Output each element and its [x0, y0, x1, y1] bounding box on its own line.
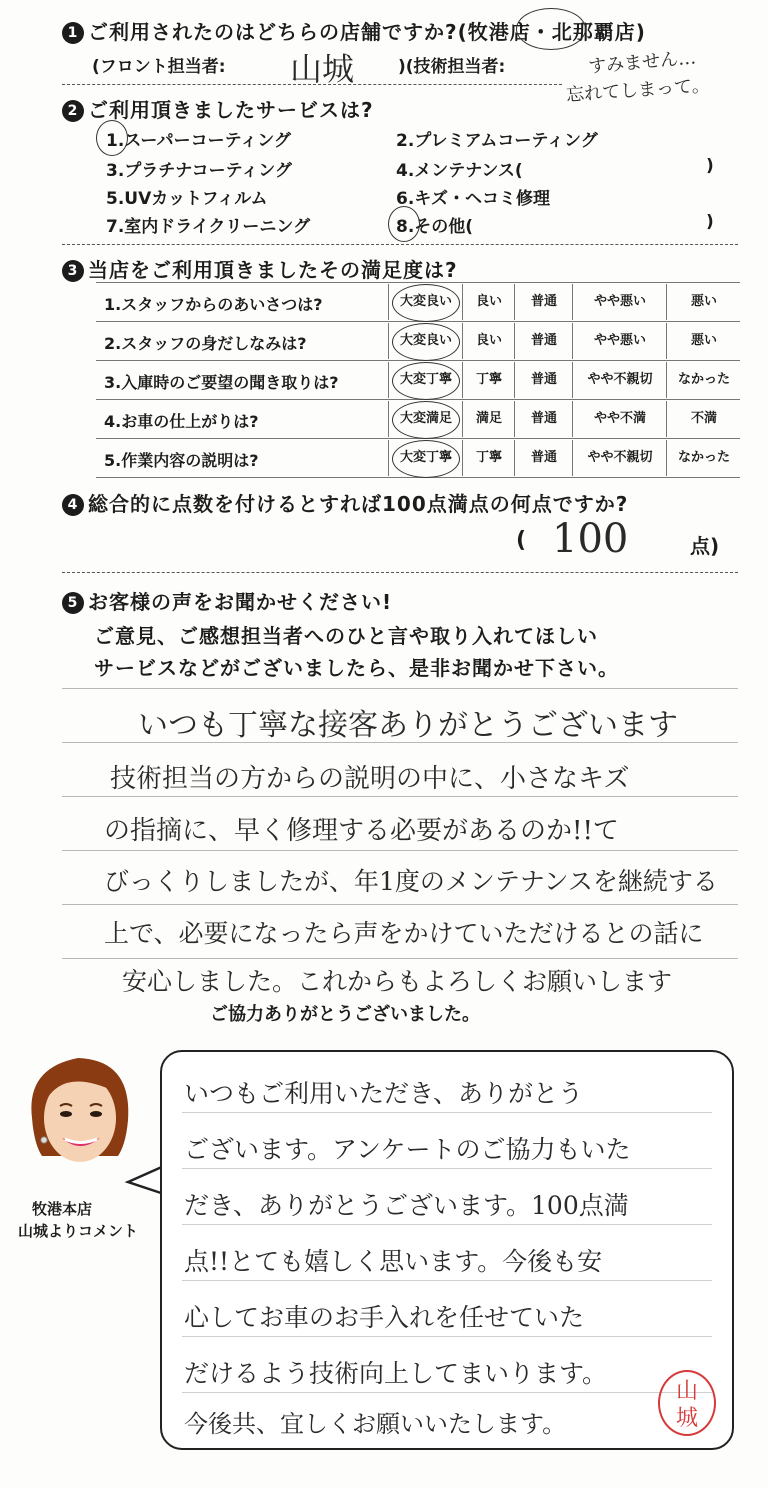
- q5-text: お客様の声をお聞かせください!: [88, 590, 393, 614]
- store-makiminato: 牧港店: [467, 20, 531, 44]
- service-8-close: ): [706, 212, 714, 232]
- option-cell: なかった: [666, 362, 741, 398]
- bubble-ruled-line: [182, 1336, 712, 1337]
- service-4: 4.メンテナンス(: [396, 161, 523, 181]
- rating-circle: [392, 284, 460, 322]
- hanko-stamp: [658, 1370, 716, 1436]
- staff-avatar-icon: [22, 1048, 138, 1176]
- rating-circle: [392, 440, 460, 478]
- answer-line: いつも丁寧な接客ありがとうございます: [138, 708, 678, 743]
- option-cell: 良い: [462, 323, 515, 359]
- row-question: 3.入庫時のご要望の聞き取りは?: [104, 373, 339, 392]
- option-cell: 丁寧: [462, 440, 515, 476]
- option-cell: 悪い: [666, 323, 741, 359]
- option-cell: 普通: [514, 284, 573, 320]
- option-cell: 大変満足: [388, 401, 463, 437]
- staff-store: 牧港本店: [32, 1200, 93, 1218]
- service-3: 3.プラチナコーティング: [106, 161, 292, 181]
- option-cell: 良い: [462, 284, 515, 320]
- option-cell: 不満: [666, 401, 741, 437]
- q4-number: 4: [62, 494, 84, 516]
- option-cell: やや悪い: [572, 323, 667, 359]
- service-6: 6.キズ・ヘコミ修理: [396, 189, 550, 209]
- answer-line: 上で、必要になったら声をかけていただけるとの話に: [104, 919, 704, 948]
- option-cell: 満足: [462, 401, 515, 437]
- option-cell: 大変良い: [388, 284, 463, 320]
- option-cell: やや悪い: [572, 284, 667, 320]
- staff-comment-from: 山城よりコメント: [18, 1222, 139, 1240]
- q5-sub-1: ご意見、ご感想担当者へのひと言や取り入れてほしい: [94, 624, 598, 648]
- reply-line: だき、ありがとうございます。100点満: [184, 1191, 629, 1220]
- front-staff-label: (フロント担当者:: [92, 57, 226, 77]
- service-2: 2.プレミアムコーティング: [396, 131, 598, 151]
- ruled-line: [62, 796, 738, 797]
- row-question: 4.お車の仕上がりは?: [104, 412, 259, 431]
- option-cell: 丁寧: [462, 362, 515, 398]
- service-1-circle: [96, 120, 128, 156]
- option-cell: やや不満: [572, 401, 667, 437]
- reply-line: 点!!とても嬉しく思います。今後も安: [184, 1247, 603, 1276]
- q4-text: 総合的に点数を付けるとすれば100点満点の何点ですか?: [88, 492, 629, 516]
- row-question: 2.スタッフの身だしなみは?: [104, 334, 307, 353]
- q5-number: 5: [62, 592, 84, 614]
- ruled-line: [62, 688, 738, 689]
- front-staff-value: 山城: [290, 50, 355, 88]
- reply-bubble: [160, 1050, 734, 1450]
- service-4-close: ): [706, 156, 714, 176]
- service-8-circle: [388, 206, 420, 242]
- ruled-line: [62, 850, 738, 851]
- bubble-ruled-line: [182, 1392, 712, 1393]
- q1-text: ご利用されたのはどちらの店舗ですか?(: [88, 20, 468, 44]
- q2-text: ご利用頂きましたサービスは?: [88, 98, 374, 122]
- q5-sub-2: サービスなどがございましたら、是非お聞かせ下さい。: [94, 656, 619, 680]
- answer-line: びっくりしましたが、年1度のメンテナンスを継続する: [104, 867, 718, 896]
- reply-line: だけるよう技術向上してまいります。: [184, 1359, 608, 1388]
- reply-line: ございます。アンケートのご協力もいた: [184, 1135, 631, 1164]
- tech-staff-value-2: 忘れてしまって。: [565, 75, 711, 106]
- hanko-char: 山: [675, 1379, 698, 1404]
- option-cell: 大変良い: [388, 323, 463, 359]
- q4-question: [62, 488, 628, 517]
- option-cell: なかった: [666, 440, 741, 476]
- q3-text: 当店をご利用頂きましたその満足度は?: [88, 258, 458, 282]
- q5-question: [62, 586, 392, 615]
- tech-staff-value-1: すみません…: [587, 47, 697, 78]
- option-cell: 普通: [514, 440, 573, 476]
- store-selected-circle: [516, 8, 586, 50]
- bubble-ruled-line: [182, 1224, 712, 1225]
- bubble-ruled-line: [182, 1168, 712, 1169]
- service-7: 7.室内ドライクリーニング: [106, 217, 311, 237]
- q2-number: 2: [62, 100, 84, 122]
- option-cell: 普通: [514, 362, 573, 398]
- option-cell: 普通: [514, 401, 573, 437]
- q2-question: [62, 94, 374, 123]
- answer-line: 安心しました。これからもよろしくお願いします: [122, 967, 673, 996]
- row-question: 5.作業内容の説明は?: [104, 451, 259, 470]
- option-cell: やや不親切: [572, 362, 667, 398]
- tech-staff-label: )(技術担当者:: [398, 57, 506, 77]
- q1-divider: [62, 84, 562, 85]
- option-cell: 大変丁寧: [388, 440, 463, 476]
- score-unit: 点): [690, 534, 720, 558]
- reply-line: 今後共、宜しくお願いいたします。: [184, 1410, 567, 1438]
- score-value: 100: [552, 516, 629, 562]
- answer-line: 技術担当の方からの説明の中に、小さなキズ: [110, 764, 630, 794]
- table-top-line: [96, 282, 740, 283]
- option-cell: 大変丁寧: [388, 362, 463, 398]
- q1-number: 1: [62, 22, 84, 44]
- q4-divider: [62, 572, 738, 573]
- service-5: 5.UVカットフィルム: [106, 189, 268, 209]
- q3-question: [62, 254, 458, 283]
- hanko-char: 城: [675, 1406, 698, 1431]
- q2-divider: [62, 244, 738, 245]
- option-cell: 悪い: [666, 284, 741, 320]
- bubble-ruled-line: [182, 1280, 712, 1281]
- score-open: (: [516, 528, 527, 553]
- ruled-line: [62, 958, 738, 959]
- staff-avatar: [22, 1048, 138, 1176]
- store-separator: ・: [530, 20, 552, 44]
- reply-line: 心してお車のお手入れを任せていた: [184, 1303, 585, 1332]
- rating-circle: [392, 323, 460, 361]
- reply-line: いつもご利用いただき、ありがとう: [184, 1079, 584, 1108]
- store-kitanaha: 北那覇店: [551, 20, 636, 44]
- q3-number: 3: [62, 260, 84, 282]
- thanks-text: ご協力ありがとうございました。: [210, 1004, 480, 1025]
- service-1: 1.スーパーコーティング: [106, 131, 291, 151]
- bubble-ruled-line: [182, 1112, 712, 1113]
- q1-close: ): [635, 20, 646, 44]
- rating-circle: [392, 401, 460, 439]
- ruled-line: [62, 904, 738, 905]
- rating-circle: [392, 362, 460, 400]
- option-cell: やや不親切: [572, 440, 667, 476]
- service-8: 8.その他(: [396, 217, 474, 237]
- option-cell: 普通: [514, 323, 573, 359]
- answer-line: の指摘に、早く修理する必要があるのか!!て: [104, 816, 619, 846]
- row-question: 1.スタッフからのあいさつは?: [104, 295, 323, 314]
